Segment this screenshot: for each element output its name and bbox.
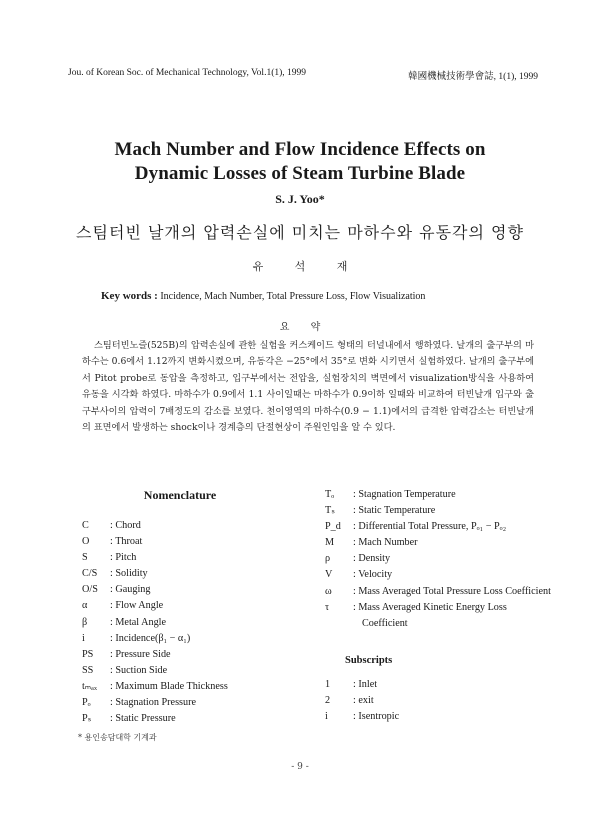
nomenclature-symbol: ρ	[325, 553, 331, 565]
nomenclature-symbol: SS	[82, 664, 94, 676]
nomenclature-symbol: Pₒ	[82, 697, 91, 709]
nomenclature-entry	[325, 519, 552, 535]
nomenclature-symbol: Tₒ	[325, 489, 335, 500]
nomenclature-symbol: β	[82, 616, 88, 628]
nomenclature-description: : Metal Angle	[110, 616, 167, 628]
abstract-body: 스팀터빈노즐(525B)의 압력손실에 관한 실험을 커스케이드 형태의 터널내에서 행하였다. 날개의 출구부의 마하수는 0.6에서 1.12까지 변화시켰으며, 유동각은 −25°에서 35°로 변화 시키면서 실험하였다. 날개의 출구부에서 Pitot probe로 동압을 측정하고, 입구부에서는 전압을, 실험장치의 벽면에서 visualization방식을 사용하여 유동을 시각화 하였다. 마하수가 0.9에서 1.1 사이일때는 마하수가 0.9이하 일때와 비교하여 터빈날개 입구와 출구부사이의 압력이 7배정도의 감소를 보였다. 천이영역의 마하수(0.9 − 1.1)에서의 급격한 압력감소는 터빈날개의 표면에서 발생하는 shock이나 경계층의 단절현상이 주원인임을 알 수 있다.	[82, 340, 534, 434]
nomenclature-entry	[82, 566, 228, 582]
nomenclature-entry	[82, 615, 228, 631]
nomenclature-symbol: α	[82, 600, 88, 612]
nomenclature-entry	[325, 693, 399, 709]
nomenclature-symbol: tₘₐₓ	[82, 680, 97, 692]
nomenclature-description: : Static Temperature	[353, 505, 436, 517]
nomenclature-symbol: C/S	[82, 568, 98, 580]
nomenclature-description: : Pitch	[110, 552, 137, 564]
keywords-text: Incidence, Mach Number, Total Pressure Loss, Flow Visualization	[157, 291, 426, 302]
nomenclature-entry	[82, 534, 228, 550]
nomenclature-description: : Incidence(β₁ − α₁)	[110, 632, 191, 644]
nomenclature-symbol: PS	[82, 648, 94, 660]
subscripts-title: Subscripts	[345, 655, 393, 666]
nomenclature-symbol: τ	[325, 601, 330, 613]
nomenclature-entry	[82, 695, 228, 711]
nomenclature-description: : Static Pressure	[110, 713, 176, 725]
nomenclature-description: : Suction Side	[110, 664, 168, 676]
nomenclature-description: : Stagnation Pressure	[110, 697, 197, 709]
korean-author: 유 석 재	[252, 260, 348, 273]
nomenclature-symbol: ω	[325, 585, 332, 597]
keywords	[101, 290, 425, 302]
abstract-title: 요 약	[279, 322, 321, 333]
nomenclature-description: : Velocity	[353, 569, 393, 581]
nomenclature-description: : Gauging	[110, 584, 151, 596]
nomenclature-entry	[82, 663, 228, 679]
nomenclature-entry	[325, 677, 399, 693]
nomenclature-description: : Isentropic	[353, 711, 400, 723]
nomenclature-description: : Mach Number	[353, 537, 418, 549]
nomenclature-symbol: S	[82, 552, 88, 564]
nomenclature-symbol: O/S	[82, 584, 98, 596]
nomenclature-entry	[325, 535, 552, 551]
nomenclature-symbol: C	[82, 520, 89, 531]
nomenclature-entry	[325, 600, 552, 632]
nomenclature-symbol: V	[325, 569, 333, 581]
nomenclature-entry	[82, 679, 228, 695]
nomenclature-description: : Maximum Blade Thickness	[110, 680, 228, 692]
nomenclature-symbol: i	[325, 711, 328, 723]
nomenclature-symbol: Tₛ	[325, 505, 336, 517]
nomenclature-entry	[325, 551, 552, 567]
journal-header-right: 韓國機械技術學會誌, 1(1), 1999	[408, 72, 538, 82]
nomenclature-entry	[82, 631, 228, 647]
subscripts-list	[325, 677, 399, 725]
nomenclature-symbol: i	[82, 632, 85, 644]
nomenclature-symbol: O	[82, 536, 90, 548]
nomenclature-symbol: M	[325, 537, 335, 549]
nomenclature-description: : Pressure Side	[110, 648, 171, 660]
nomenclature-entry	[82, 598, 228, 614]
nomenclature-entry	[82, 550, 228, 566]
nomenclature-entry	[82, 711, 228, 727]
nomenclature-entry	[325, 709, 399, 725]
nomenclature-description: : Differential Total Pressure, Pₒ₁ − Pₒ₂	[353, 521, 507, 533]
nomenclature-symbol: Pₛ	[82, 713, 92, 725]
nomenclature-entry	[325, 584, 552, 600]
nomenclature-left-list	[82, 518, 228, 727]
paper-title-line-1: Mach Number and Flow Incidence Effects on	[114, 139, 486, 160]
nomenclature-description: : Stagnation Temperature	[353, 489, 456, 500]
nomenclature-symbol: P_d	[325, 521, 341, 533]
nomenclature-entry	[82, 582, 228, 598]
paper-title	[0, 138, 600, 186]
korean-title: 스팀터빈 날개의 압력손실에 미치는 마하수와 유동각의 영향	[76, 223, 524, 242]
nomenclature-right-list	[325, 487, 552, 632]
nomenclature-description: : Mass Averaged Kinetic Energy Loss Coefficient	[353, 601, 507, 629]
nomenclature-entry	[325, 567, 552, 583]
nomenclature-description: : Throat	[110, 536, 143, 548]
author: S. J. Yoo*	[275, 192, 325, 206]
footnote: * 용인송담대학 기계과	[78, 733, 157, 742]
paper-title-line-2: Dynamic Losses of Steam Turbine Blade	[134, 163, 466, 184]
nomenclature-description: : exit	[353, 695, 374, 707]
page-number: - 9 -	[291, 762, 309, 772]
nomenclature-title: Nomenclature	[143, 488, 217, 502]
keywords-label: Key words :	[101, 290, 158, 302]
nomenclature-symbol: 1	[325, 679, 331, 690]
nomenclature-description: : Mass Averaged Total Pressure Loss Coefficient	[353, 585, 551, 597]
nomenclature-entry	[325, 487, 552, 503]
nomenclature-description: : Flow Angle	[110, 600, 164, 612]
nomenclature-entry	[325, 503, 552, 519]
nomenclature-entry	[82, 518, 228, 534]
nomenclature-description: : Inlet	[353, 679, 378, 690]
nomenclature-description: : Chord	[110, 520, 141, 531]
nomenclature-symbol: 2	[325, 695, 331, 707]
nomenclature-entry	[82, 647, 228, 663]
nomenclature-description: : Density	[353, 553, 391, 565]
nomenclature-description: : Solidity	[110, 568, 148, 580]
journal-header-left: Jou. of Korean Soc. of Mechanical Technology, Vol.1(1), 1999	[68, 68, 307, 78]
